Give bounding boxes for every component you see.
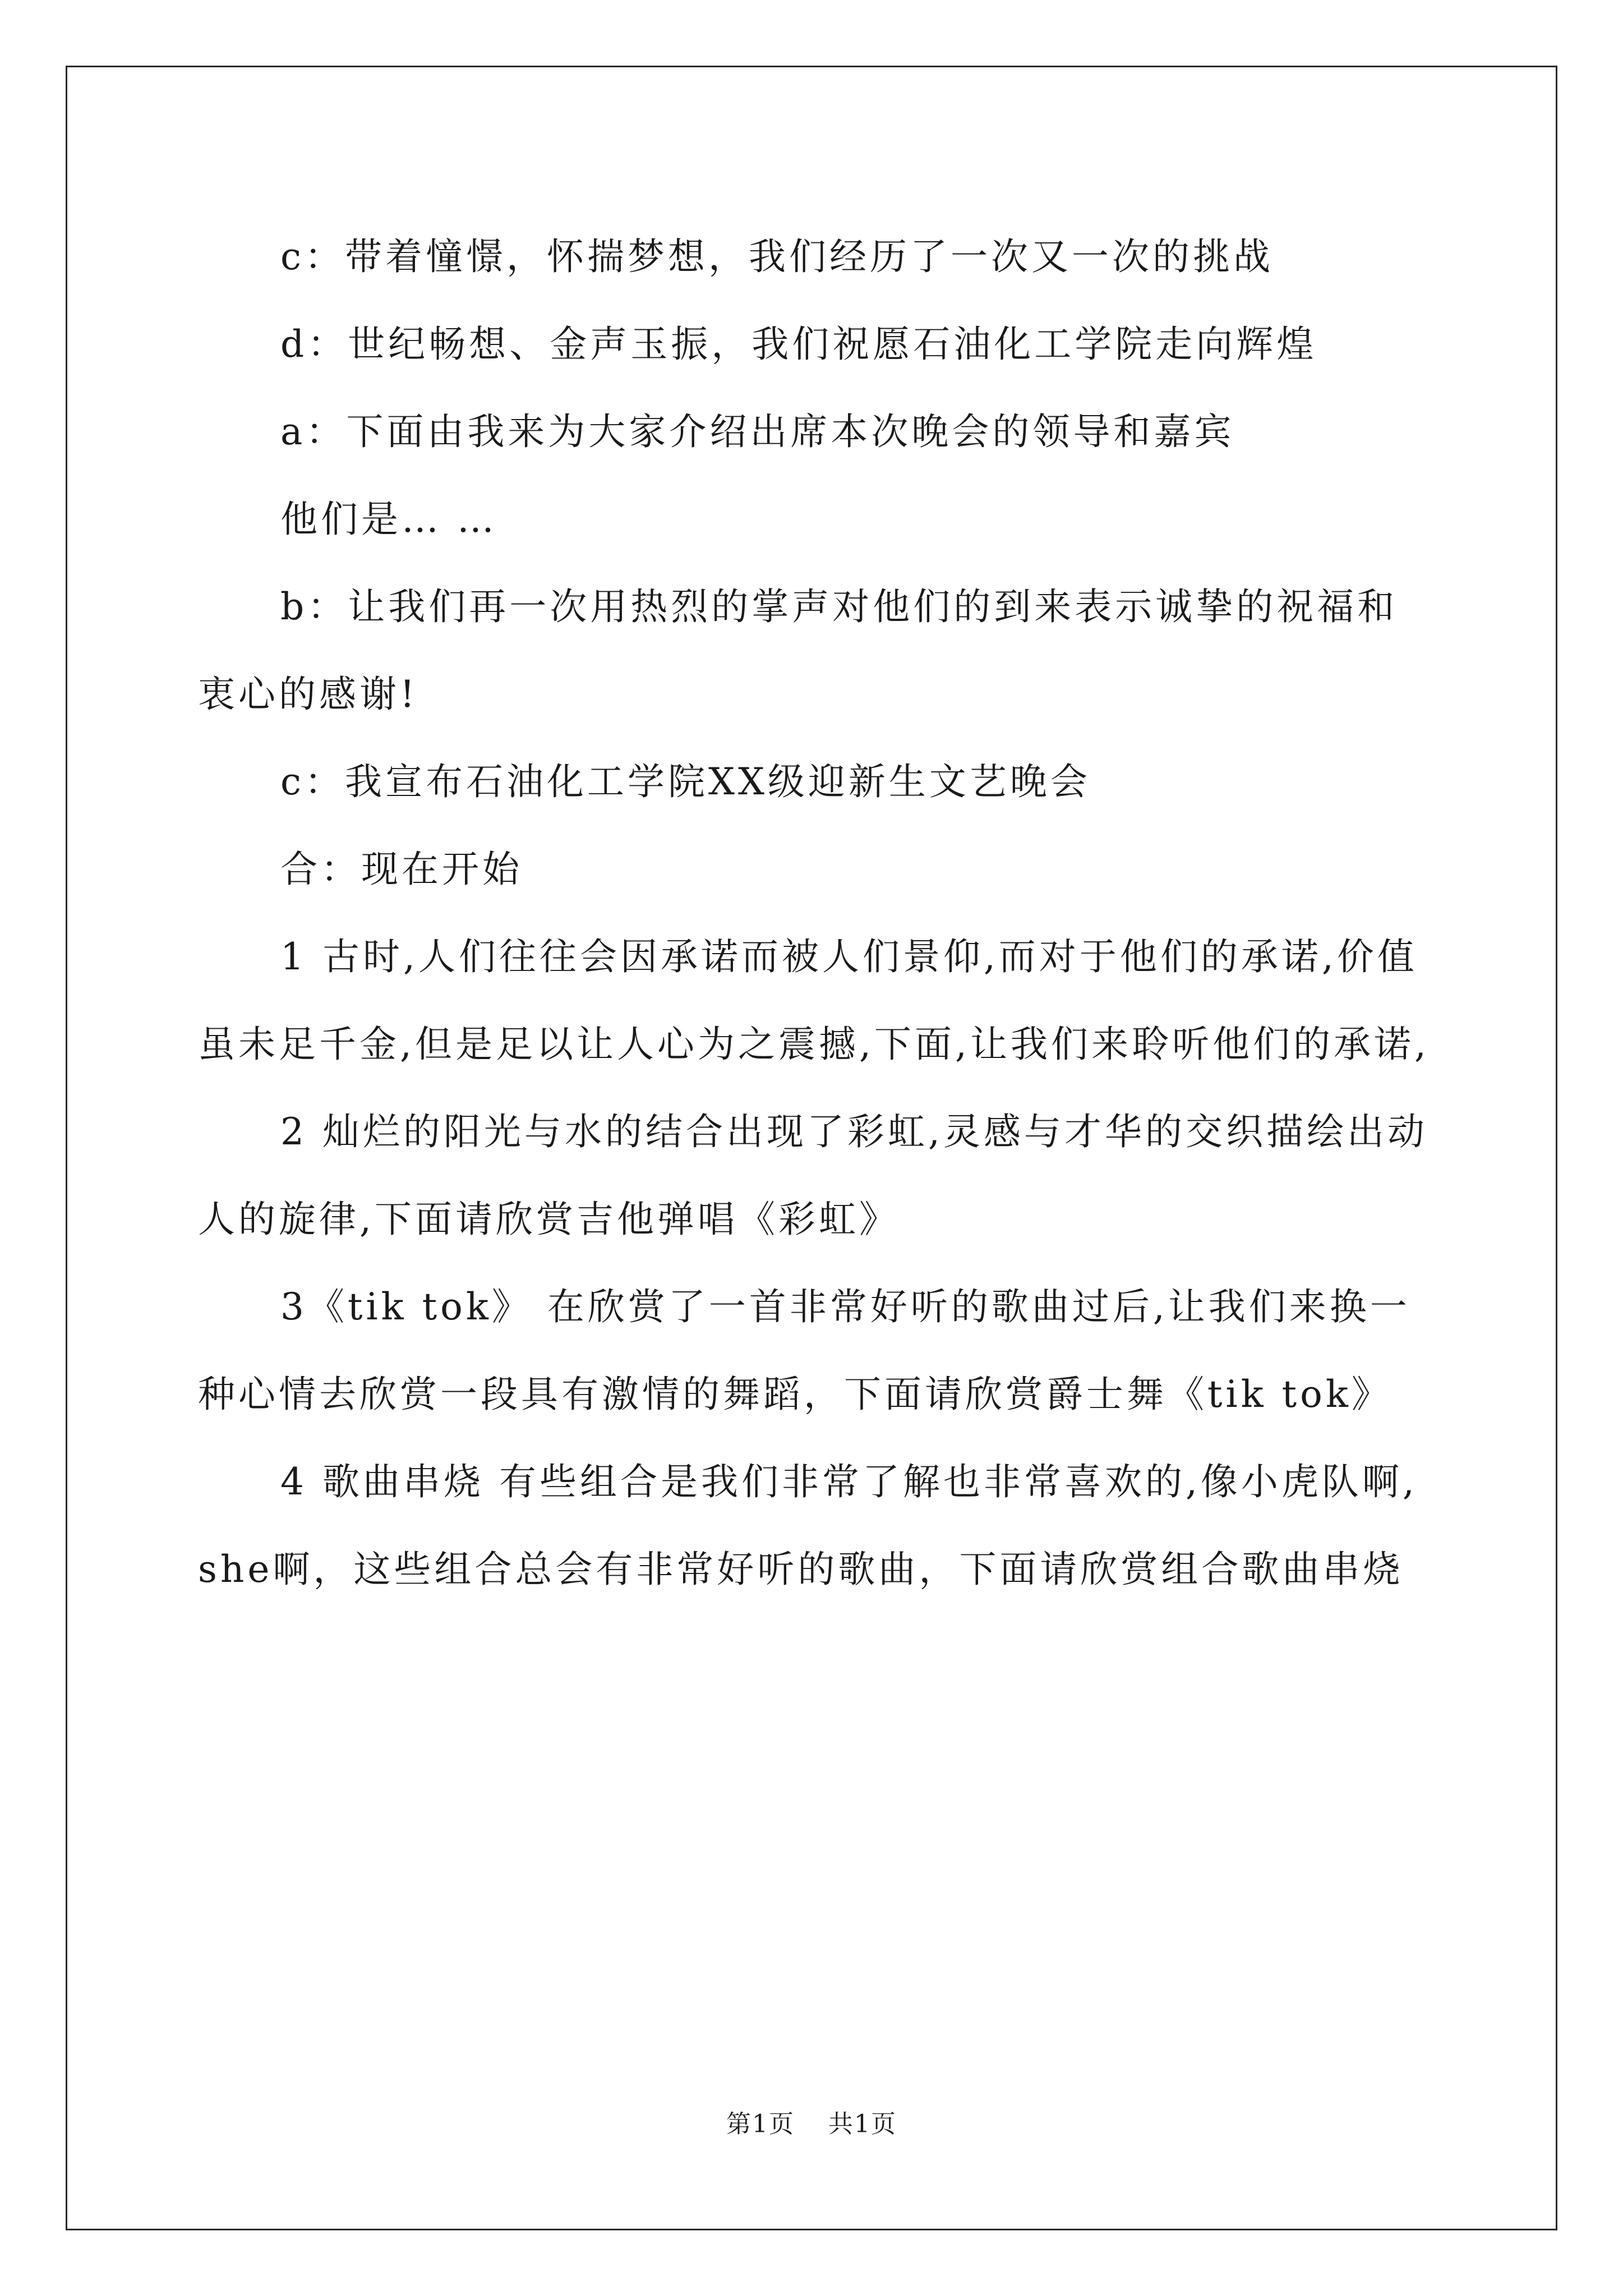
paragraph: b：让我们再一次用热烈的掌声对他们的到来表示诚挚的祝福和衷心的感谢! [198,585,1398,716]
paragraph: 4 歌曲串烧 有些组合是我们非常了解也非常喜欢的,像小虎队啊,she啊，这些组合总会有非常好听的歌曲，下面请欣赏组合歌曲串烧 [198,1460,1418,1591]
page-total: 共1页 [828,2110,897,2138]
paragraph: 1 古时,人们往往会因承诺而被人们景仰,而对于他们的承诺,价值虽未足千金,但是足以让人心为之震撼,下面,让我们来聆听他们的承诺, [198,935,1430,1066]
paragraph: 他们是… … [280,498,497,541]
paragraph: a：下面由我来为大家介绍出席本次晚会的领导和嘉宾 [280,410,1235,453]
document-body [198,213,1432,1613]
paragraph: 合：现在开始 [280,848,523,891]
paragraph: 3《tik tok》 在欣赏了一首非常好听的歌曲过后,让我们来换一种心情去欣赏一段具有激情的舞蹈，下面请欣赏爵士舞《tik tok》 [198,1285,1410,1416]
paragraph: c：我宣布石油化工学院XX级迎新生文艺晚会 [280,760,1091,803]
page-footer [0,2104,1623,2139]
paragraph: 2 灿烂的阳光与水的结合出现了彩虹,灵感与才华的交织描绘出动人的旋律,下面请欣赏吉他弹唱《彩虹》 [198,1110,1428,1241]
page-number: 第1页 [726,2110,795,2138]
paragraph: c：带着憧憬，怀揣梦想，我们经历了一次又一次的挑战 [280,235,1274,278]
paragraph: d：世纪畅想、金声玉振，我们祝愿石油化工学院走向辉煌 [280,323,1317,366]
